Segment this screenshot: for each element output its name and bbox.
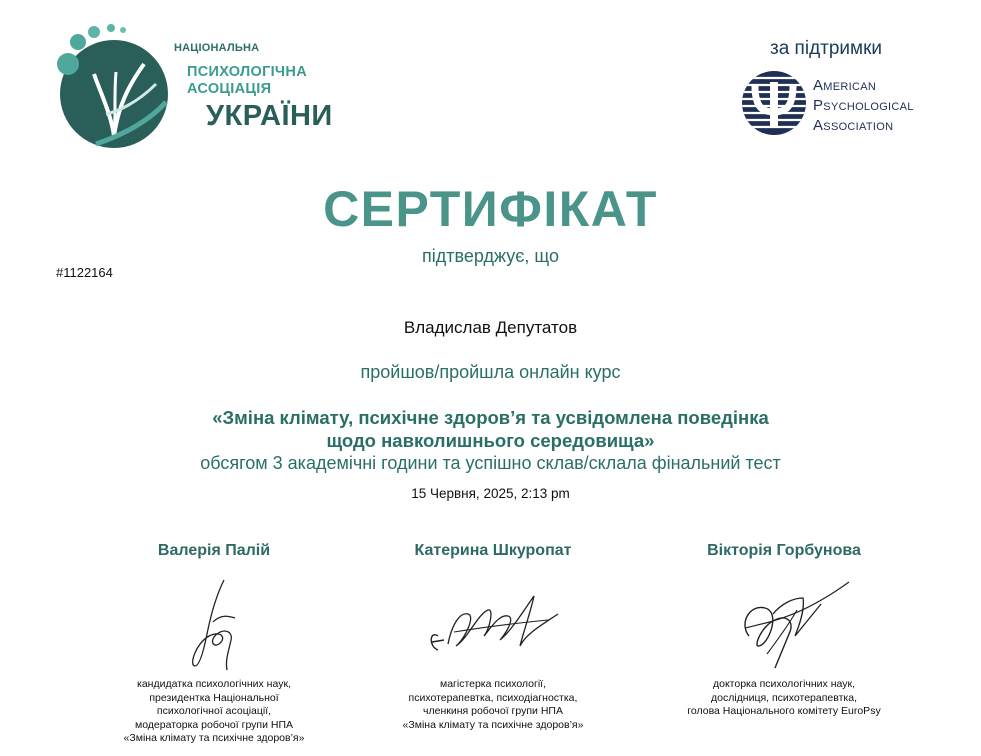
signatory-3 [634, 542, 934, 719]
certificate-title: СЕРТИФІКАТ [323, 181, 658, 237]
signature-3 [709, 574, 859, 674]
npa-name-line4: УКРАЇНИ [206, 100, 333, 132]
npa-logo [56, 24, 346, 154]
npa-name-line2: ПСИХОЛОГІЧНА АСОЦІАЦІЯ [187, 64, 307, 97]
npa-name-line1: НАЦІОНАЛЬНА [174, 42, 260, 54]
apa-logo [741, 70, 941, 136]
confirms-text: підтверджує, що [421, 246, 559, 266]
signature-2 [408, 574, 578, 674]
apa-psi-logo-icon [741, 70, 807, 136]
signatory-1 [64, 542, 364, 746]
apa-name: American Psychological Association [813, 77, 914, 134]
signatory-name: Катерина Шкуропат [414, 542, 572, 559]
signatory-name: Вікторія Горбунова [707, 542, 861, 559]
signatory-name: Валерія Палій [157, 542, 271, 559]
course-title-line2: щодо навколишнього середовища» [326, 430, 655, 451]
npa-leaf-logo-icon [56, 24, 176, 154]
signature-1 [169, 574, 259, 674]
signatory-description: магістерка психології, психотерапевтка, психодіагностка, членкиня робочої групи НПА «Зміна клімату та психічне здоров’я» [402, 678, 584, 731]
support-label: за підтримки [770, 38, 883, 59]
course-title-line1: «Зміна клімату, психічне здоров’я та усвідомлена поведінка [212, 407, 769, 428]
signatory-description: кандидатка психологічних наук, президентка Національної психологічної асоціації, модераторка робочої групи НПА «Зміна клімату та психічне здоров’я» [123, 678, 305, 744]
signatory-description: докторка психологічних наук, дослідниця, психотерапевтка, голова Національного комітету EuroPsy [687, 678, 881, 717]
certificate-number: #1122164 [56, 265, 113, 280]
course-volume: обсягом 3 академічні години та успішно склав/склала фінальний тест [200, 453, 781, 473]
course-title [0, 406, 981, 452]
recipient-name: Владислав Депутатов [403, 318, 578, 337]
signatory-2 [343, 542, 643, 732]
issue-date: 15 Червня, 2025, 2:13 pm [411, 486, 570, 501]
passed-text: пройшов/пройшла онлайн курс [360, 362, 621, 382]
